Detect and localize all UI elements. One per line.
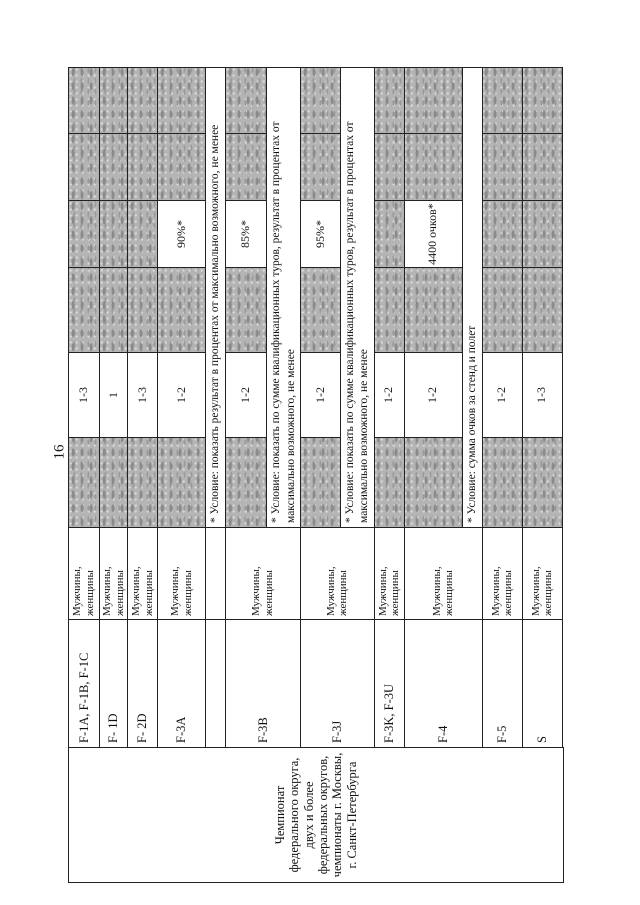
code-cell: S: [522, 620, 562, 748]
places-cell: 1-3: [522, 353, 562, 438]
gender-cell: Мужчины, женщины: [404, 528, 482, 620]
code-cell: F-3A: [158, 620, 206, 748]
code-cell: F-4: [404, 620, 482, 748]
code-cell: F-3J: [301, 620, 375, 748]
places-cell: 1-2: [301, 353, 341, 438]
gender-cell: Мужчины, женщины: [100, 528, 128, 620]
places-cell: 1-3: [69, 353, 100, 438]
places-cell: 1-2: [158, 353, 206, 438]
condition-note: * Условие: показать по сумме квалификационных туров, результат в процентах от максимально возможного, не менее: [341, 68, 375, 528]
gender-cell: Мужчины, женщины: [482, 528, 522, 620]
rotated-table-wrapper: [68, 68, 555, 883]
code-cell: F-5: [482, 620, 522, 748]
value-cell: 95%*: [301, 201, 341, 268]
places-cell: 1-2: [482, 353, 522, 438]
code-cell: F- 1D: [100, 620, 128, 748]
condition-note: * Условие: показать результат в процентах от максимально возможного, не менее: [206, 68, 226, 528]
code-cell: F-1A, F-1B, F-1C: [69, 620, 100, 748]
gender-cell: Мужчины, женщины: [128, 528, 158, 620]
gender-cell: Мужчины, женщины: [301, 528, 375, 620]
qualification-table: [68, 67, 564, 883]
code-cell: F-3B: [226, 620, 301, 748]
value-cell: 85%*: [226, 201, 267, 268]
page-number: 16: [51, 444, 68, 460]
places-cell: 1-2: [226, 353, 267, 438]
places-cell: 1-2: [374, 353, 404, 438]
places-cell: 1-2: [404, 353, 462, 438]
condition-note: * Условие: показать по сумме квалификационных туров, результат в процентах от максимально возможного, не менее: [267, 68, 301, 528]
places-cell: 1: [100, 353, 128, 438]
gender-cell: Мужчины, женщины: [226, 528, 301, 620]
code-cell: F-3K, F-3U: [374, 620, 404, 748]
condition-note: * Условие: сумма очков за стенд и полет: [462, 68, 482, 528]
code-cell: F- 2D: [128, 620, 158, 748]
category-cell: Чемпионат федерального округа, двух и более федеральных округов, чемпионаты г. Москвы, г. Санкт-Петербурга: [69, 748, 564, 883]
table-row: [69, 68, 100, 883]
places-cell: 1-3: [128, 353, 158, 438]
gender-cell: Мужчины, женщины: [522, 528, 562, 620]
gender-cell: Мужчины, женщины: [374, 528, 404, 620]
value-cell: 90%*: [158, 201, 206, 268]
value-cell: 4400 очков*: [404, 201, 462, 268]
gender-cell: Мужчины, женщины: [158, 528, 206, 620]
gender-cell: Мужчины, женщины: [69, 528, 100, 620]
